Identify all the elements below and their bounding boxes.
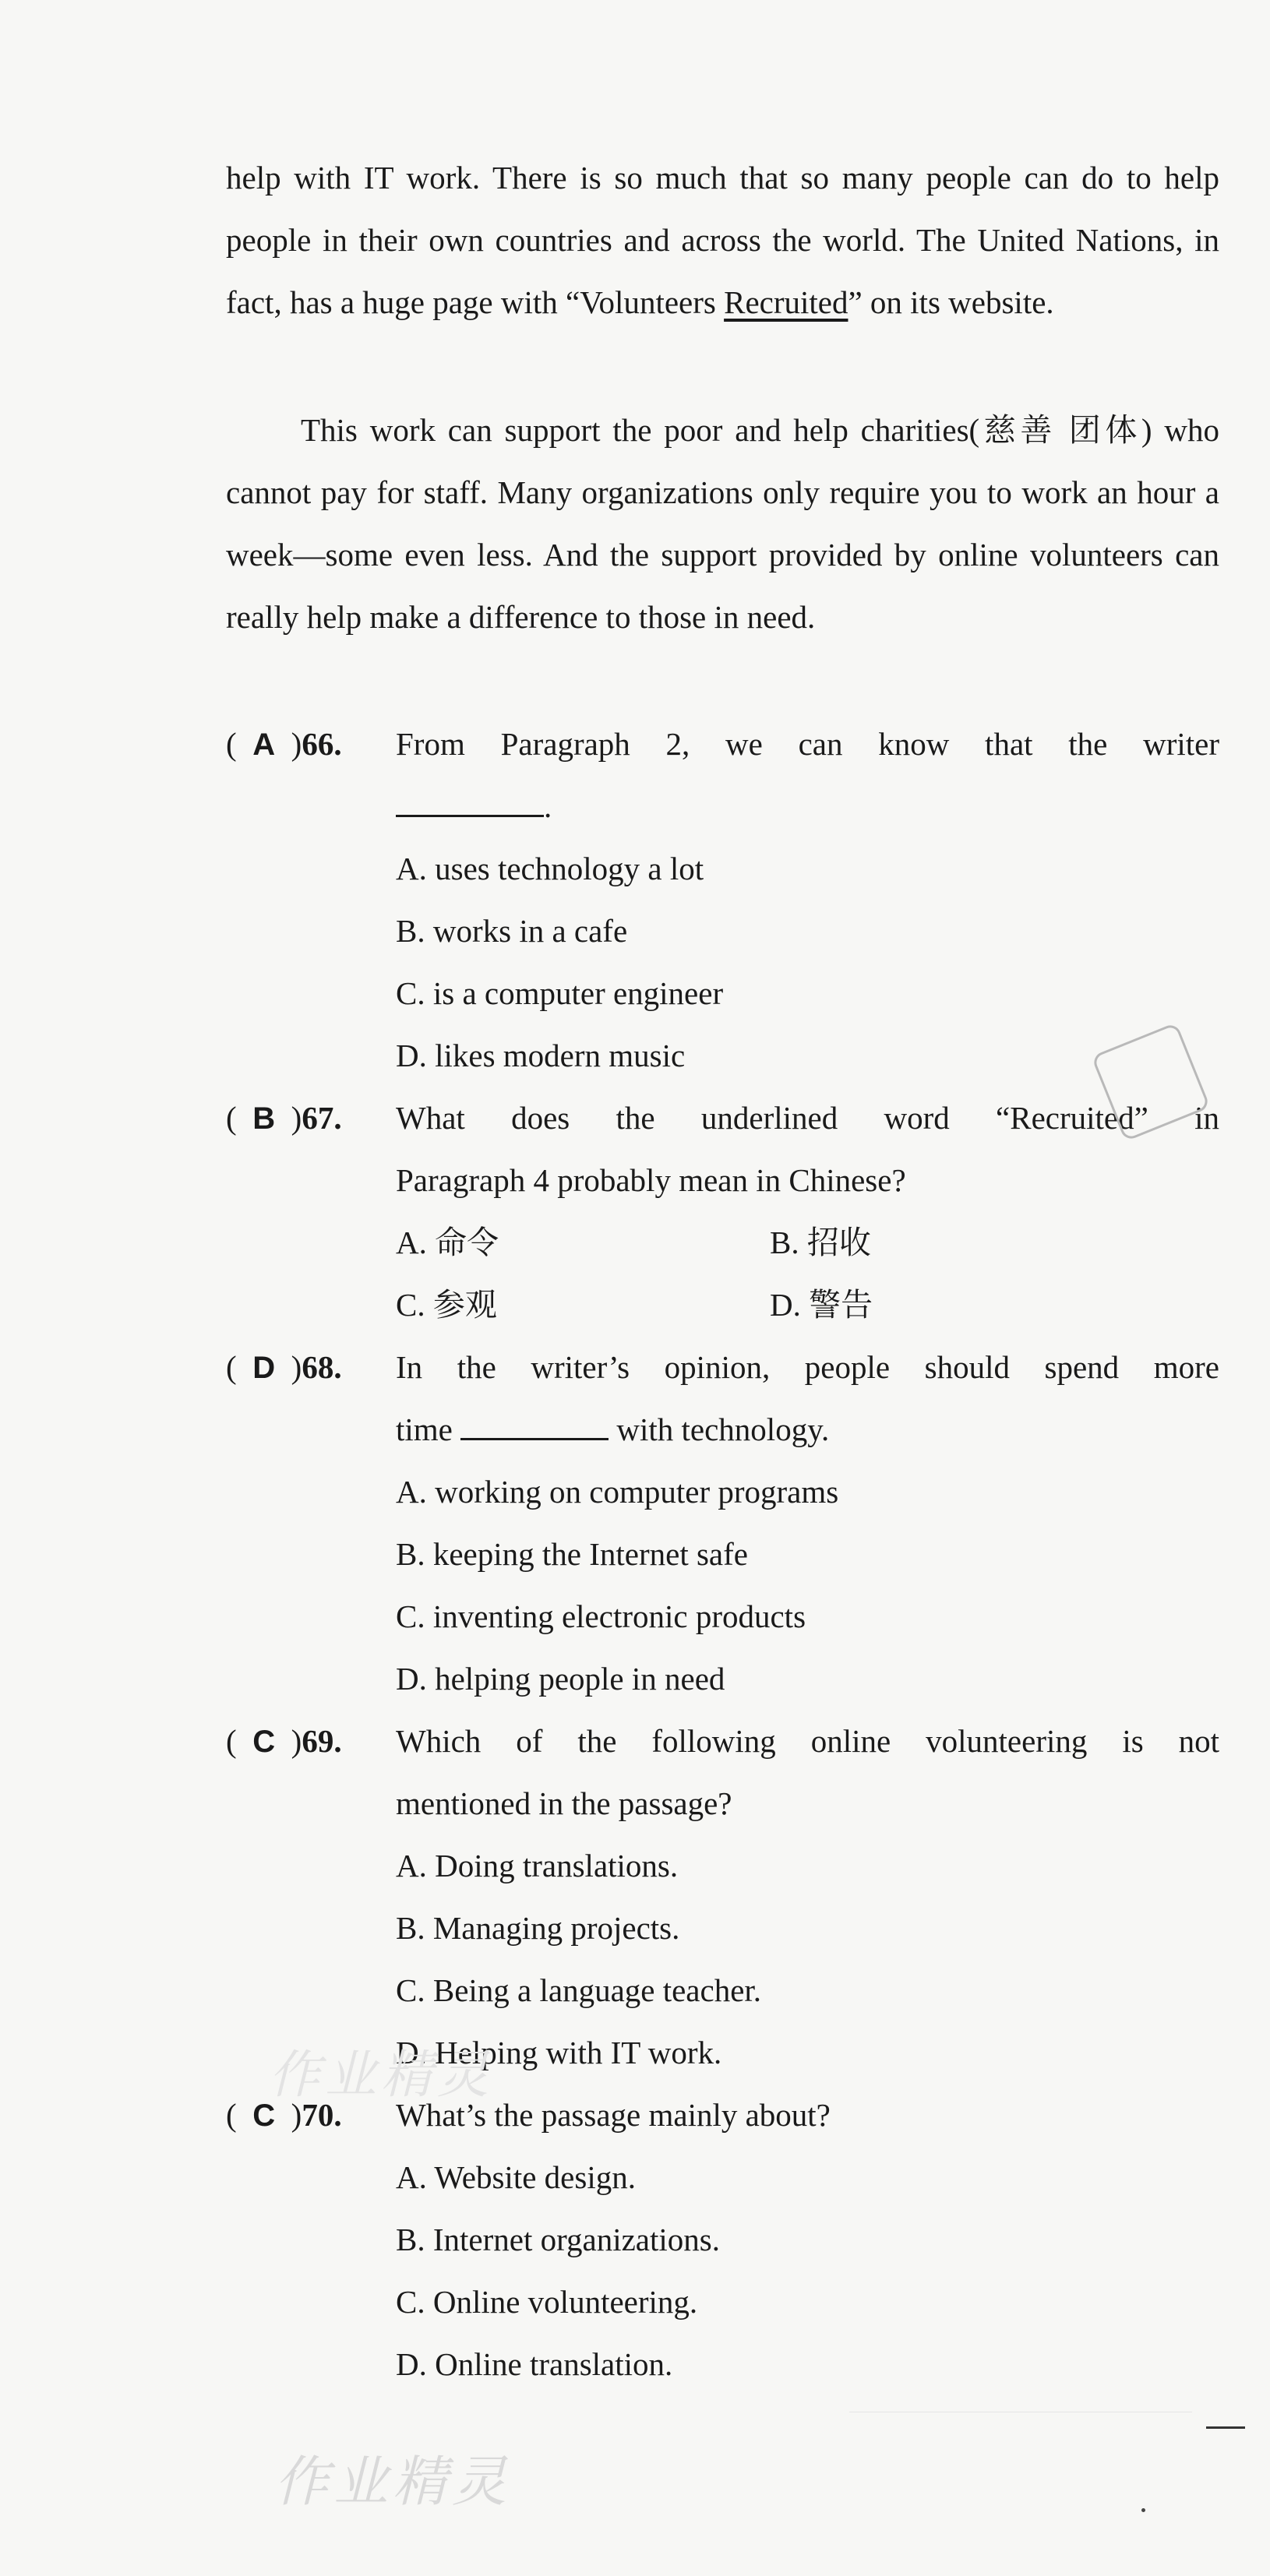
answer-bracket: ( C )70.	[226, 2084, 393, 2147]
p2-line-3: require you to work an hour a week—some even less. And the	[226, 474, 1219, 573]
option-d: D. likes modern music	[396, 1038, 686, 1073]
question-number: 66.	[302, 726, 342, 762]
question-stem: From Paragraph 2, we can know that the writer	[396, 726, 1219, 762]
question-stem: What’s the passage mainly about?	[396, 2097, 831, 2133]
p2-line-5: difference to those in need.	[468, 599, 816, 635]
question-67	[226, 1087, 1219, 1336]
option-b: B. Managing projects.	[396, 1910, 680, 1946]
option-c: C. is a computer engineer	[396, 975, 724, 1011]
option-c: C. Online volunteering.	[396, 2284, 698, 2320]
question-number: 67.	[302, 1100, 342, 1136]
passage-paragraph-2	[226, 399, 1219, 648]
p2-line-4: support provided by online volunteers can really help make a	[226, 537, 1220, 635]
question-stem: What does the underlined word “Recruited” in	[396, 1100, 1219, 1136]
answer-letter: C	[252, 1725, 276, 1759]
question-number: 68.	[302, 1349, 342, 1385]
p1-line-1: help with IT work. There is so much that so many people can	[226, 160, 1069, 196]
passage-paragraph-1	[226, 146, 1219, 333]
option-c: C. Being a language teacher.	[396, 1972, 762, 2008]
p2-line-2: 团体) who cannot pay for staff. Many organizations only	[226, 412, 1220, 510]
question-stem-cont: time with technology.	[396, 1411, 830, 1447]
question-70	[226, 2084, 1219, 2395]
question-stem-cont: mentioned in the passage?	[396, 1785, 732, 1821]
watermark-logo-bottom: 作业精灵	[274, 2450, 511, 2514]
option-c: C. 参观	[396, 1287, 497, 1323]
watermark-logo: 作业精灵	[269, 2045, 493, 2105]
option-a: A. uses technology a lot	[396, 851, 704, 886]
speck-dot	[1141, 2508, 1145, 2512]
option-b: B. works in a cafe	[396, 913, 628, 949]
option-a: A. working on computer programs	[396, 1474, 839, 1510]
answer-letter: D	[252, 1351, 276, 1385]
option-b: B. 招收	[770, 1225, 871, 1260]
option-d: D. helping people in need	[396, 1661, 725, 1697]
question-stem: Which of the following online volunteering is not	[396, 1723, 1219, 1759]
option-b: B. keeping the Internet safe	[396, 1536, 748, 1572]
answer-bracket: ( D )68.	[226, 1336, 393, 1399]
answer-letter: A	[252, 728, 276, 762]
answer-blank	[396, 788, 544, 817]
answer-bracket: ( A )66.	[226, 713, 393, 776]
question-number: 69.	[302, 1723, 342, 1759]
option-d: D. 警告	[770, 1287, 873, 1323]
option-d: D. Helping with IT work.	[396, 2035, 722, 2070]
question-68	[226, 1336, 1219, 1710]
question-66	[226, 713, 1219, 1087]
option-a: A. Website design.	[396, 2159, 636, 2195]
question-stem: In the writer’s opinion, people should spend more	[396, 1349, 1219, 1385]
page-edge-mark	[1206, 2426, 1245, 2429]
p1-line-4-rest: ” on its website.	[848, 284, 1054, 320]
option-b: B. Internet organizations.	[396, 2222, 720, 2257]
option-a: A. Doing translations.	[396, 1848, 679, 1884]
underlined-word-recruited: Recruited	[724, 284, 848, 320]
p1-line-2: do to help people in their own countries and across the world.	[226, 160, 1220, 258]
answer-bracket: ( B )67.	[226, 1087, 393, 1150]
question-stem-cont: Paragraph 4 probably mean in Chinese?	[396, 1162, 906, 1198]
answer-letter: B	[252, 1101, 276, 1136]
question-number: 70.	[302, 2097, 342, 2133]
p1-line-3: The United Nations, in fact, has a huge page with “Volunteers	[226, 222, 1219, 320]
option-d: D. Online translation.	[396, 2346, 673, 2382]
answer-letter: C	[252, 2099, 276, 2133]
answer-blank	[460, 1411, 609, 1440]
question-stem-cont: .	[396, 775, 1219, 837]
option-a: A. 命令	[396, 1225, 499, 1260]
answer-bracket: ( C )69.	[226, 1710, 393, 1773]
option-c: C. inventing electronic products	[396, 1598, 806, 1634]
question-69	[226, 1710, 1219, 2084]
p2-line-1: This work can support the poor and help charities(慈善	[301, 412, 1057, 448]
